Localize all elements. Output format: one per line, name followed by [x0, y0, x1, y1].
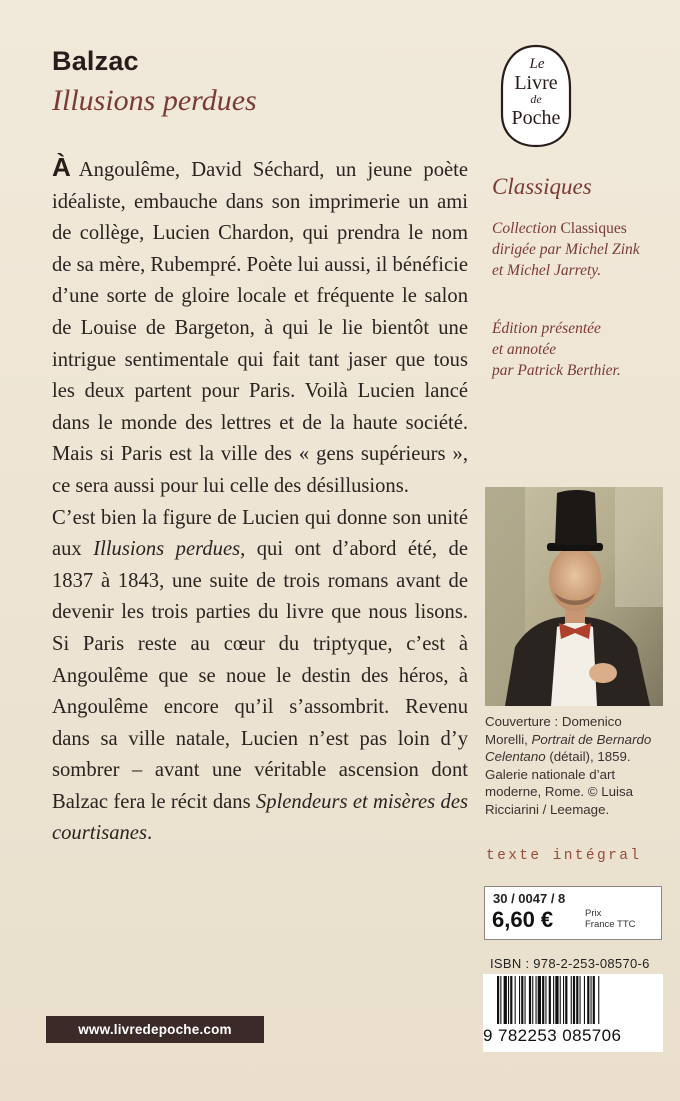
- edition-line-1: Édition présentée: [492, 320, 601, 337]
- website-banner[interactable]: www.livredepoche.com: [46, 1016, 264, 1043]
- logo-poche: Poche: [511, 107, 561, 129]
- edition-line-3: par Patrick Berthier.: [492, 362, 621, 379]
- price-note-1: Prix: [585, 908, 602, 919]
- directed-by: [492, 239, 672, 260]
- book-reference: Splendeurs et misères des courtisanes: [52, 790, 468, 845]
- logo-le: Le: [529, 56, 545, 72]
- barcode-digits: 9 782253 085706: [483, 1026, 622, 1045]
- directed-by-2: [492, 260, 672, 281]
- summary-paragraph-1: [52, 152, 468, 503]
- directed-line-2: et Michel Jarrety.: [492, 262, 602, 279]
- price-value: 6,60 €: [492, 907, 554, 932]
- book-title: Illusions perdues: [52, 84, 257, 117]
- texte-integral-label: texte intégral: [486, 848, 642, 864]
- title-reference: Illusions perdues,: [93, 538, 246, 561]
- logo-livre: Livre: [514, 72, 558, 94]
- summary-paragraph-1-text: Angoulême, David Séchard, un jeune poète idéaliste, embauche dans son imprimerie un ami de collège, Lucien Chardon, qui prendra le nom de sa mère, Rubempré. Poète lui aussi, il bénéficie d’une sorte de gloire locale et fréquente le salon de Louise de Bargeton, à qui le lie bientôt une intrigue sentimentale qui fait tant jaser que tous les deux partent pour Paris. Voilà Lucien lancé dans le monde des lettres et de la haute société. Mais si Paris est la ville des « gens supérieurs », ce sera aussi pour lui celle des désillusions.: [52, 159, 468, 497]
- painting-title: Portrait de Bernardo Celentano: [485, 731, 652, 764]
- edition-line-2: et annotée: [492, 341, 557, 358]
- livre-de-poche-logo: [500, 44, 572, 148]
- summary-paragraph-2-end: .: [146, 822, 153, 845]
- drop-cap: À: [52, 152, 71, 182]
- cover-credits: [485, 713, 665, 818]
- cover-portrait-image: [485, 487, 663, 706]
- summary-paragraph-2: [52, 503, 468, 851]
- logo-de: de: [530, 92, 542, 106]
- directed-line: dirigée par Michel Zink: [492, 241, 640, 258]
- author-name: Balzac: [52, 46, 139, 76]
- collection-info: [492, 218, 672, 281]
- price-note: [585, 908, 655, 930]
- barcode: [483, 974, 663, 1052]
- isbn: ISBN : 978-2-253-08570-6: [490, 956, 650, 971]
- barcode-bars: [483, 974, 663, 1026]
- collection-name: Classiques: [556, 220, 627, 237]
- price-box: [484, 886, 662, 940]
- credits-suffix: (détail), 1859. Galerie nationale d’art moderne, Rome. © Luisa Ricciarini / Leemage.: [485, 749, 634, 817]
- collection-word: Collection: [492, 220, 557, 237]
- summary-paragraph-2-text: C’est bien la figure de Lucien qui donne son unité aux: [52, 506, 468, 561]
- price-code: 30 / 0047 / 8: [493, 891, 566, 906]
- summary-paragraph-2-continued: qui ont d’abord été, de 1837 à 1843, une suite de trois romans avant de devenir les trois parties du livre que nous lisons. Si Paris reste au cœur du triptyque, c’est à Angoulême que se noue le destin des héros, à Angoulême encore qu’il s’assombrit. Revenu dans sa ville natale, Lucien n’est pas loin d’y sombrer – avant une véritable ascension dont Balzac fera le récit dans: [52, 538, 468, 813]
- edition-info: [492, 318, 672, 381]
- summary-text: [52, 152, 468, 850]
- collection-heading: Classiques: [492, 174, 592, 199]
- price-note-2: France TTC: [585, 919, 636, 930]
- credits-prefix: Couverture : Domenico Morelli,: [485, 714, 622, 747]
- collection-line: [492, 218, 672, 239]
